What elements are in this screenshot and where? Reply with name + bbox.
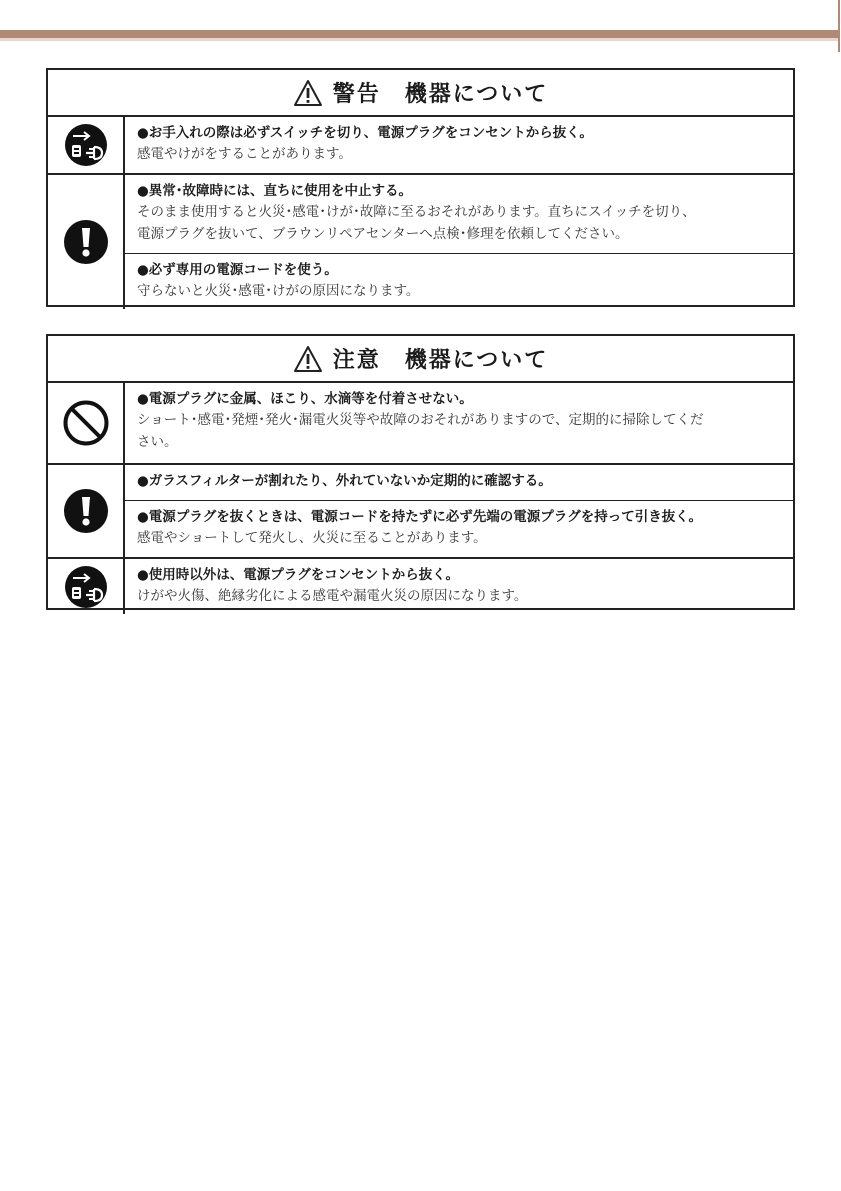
warning-rows (125, 175, 793, 309)
caution-rows (125, 559, 793, 614)
warning-triangle-icon (293, 79, 323, 107)
prohibition-icon (62, 399, 110, 447)
icon-cell (48, 559, 125, 614)
item-desc-line: ショート･感電･発煙･発火･漏電火災等や故障のおそれがありますので、定期的に掃除してくだ (137, 412, 704, 428)
warning-box (46, 68, 795, 307)
warning-item (125, 117, 793, 173)
caution-box (46, 334, 795, 610)
caution-item (125, 559, 793, 614)
top-color-band (0, 30, 838, 38)
top-band-shadow (0, 38, 838, 41)
caution-group-mandatory (48, 465, 793, 559)
item-desc: けがや火傷、絶縁劣化による感電や漏電火災の原因になります。 (137, 588, 528, 604)
warning-item (125, 175, 793, 254)
item-title: ●異常･故障時には、直ちに使用を中止する。 (137, 183, 413, 199)
caution-item (125, 383, 793, 463)
item-title: ●使用時以外は、電源プラグをコンセントから抜く。 (137, 567, 460, 583)
caution-triangle-icon (293, 345, 323, 373)
item-title: ●電源プラグを抜くときは、電源コードを持たずに必ず先端の電源プラグを持って引き抜く。 (137, 509, 703, 525)
icon-cell (48, 383, 125, 463)
unplug-icon (64, 565, 108, 609)
caution-header (48, 336, 793, 383)
warning-header (48, 70, 793, 117)
item-desc-line: さい。 (137, 434, 178, 450)
page-edge-line (838, 0, 840, 52)
caution-group-prohibition (48, 383, 793, 465)
item-desc: 守らないと火災･感電･けがの原因になります。 (137, 283, 420, 299)
item-title: ●必ず専用の電源コードを使う。 (137, 262, 338, 278)
item-desc-line: 電源プラグを抜いて、ブラウンリペアセンターへ点検･修理を依頼してください。 (137, 226, 629, 242)
mandatory-icon (63, 219, 109, 265)
caution-rows (125, 383, 793, 463)
caution-item (125, 501, 793, 557)
warning-group-mandatory (48, 175, 793, 309)
warning-heading: 警告 機器について (332, 82, 549, 107)
item-desc: 感電やけがをすることがあります。 (137, 146, 352, 162)
icon-cell (48, 117, 125, 173)
item-title: ●ガラスフィルターが割れたり、外れていないか定期的に確認する。 (137, 473, 552, 489)
warning-group-unplug (48, 117, 793, 175)
item-title: ●お手入れの際は必ずスイッチを切り、電源プラグをコンセントから抜く。 (137, 125, 593, 141)
icon-cell (48, 465, 125, 557)
mandatory-icon (63, 488, 109, 534)
item-title: ●電源プラグに金属、ほこり、水滴等を付着させない。 (137, 391, 473, 407)
warning-item (125, 254, 793, 309)
item-desc: 感電やショートして発火し、火災に至ることがあります。 (137, 530, 487, 546)
item-desc-line: そのまま使用すると火災･感電･けが･故障に至るおそれがあります。直ちにスイッチを切り、 (137, 204, 696, 220)
unplug-icon (64, 123, 108, 167)
icon-cell (48, 175, 125, 309)
caution-item (125, 465, 793, 501)
caution-group-unplug (48, 559, 793, 614)
caution-rows (125, 465, 793, 557)
warning-rows (125, 117, 793, 173)
caution-heading: 注意 機器について (332, 348, 549, 373)
